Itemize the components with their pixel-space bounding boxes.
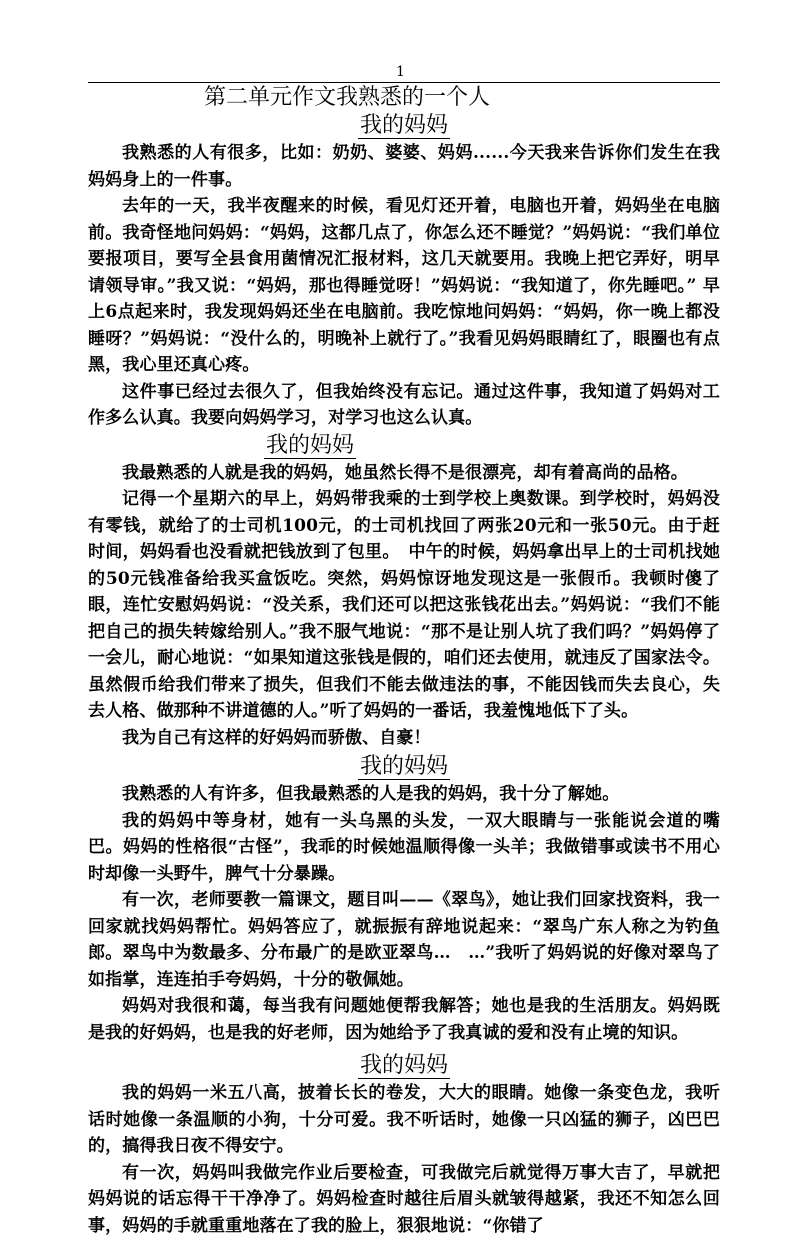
header-rule bbox=[88, 82, 720, 83]
essay-paragraph: 我的妈妈一米五八高，披着长长的卷发，大大的眼睛。她像一条变色龙，我听话时她像一条温顺的小狗，十分可爱。我不听话时，她像一只凶猛的狮子，凶巴巴的，搞得我日夜不得安宁。 bbox=[88, 1080, 720, 1160]
essay-title bbox=[88, 432, 720, 460]
essay-paragraph: 我的妈妈中等身材，她有一头乌黑的头发，一双大眼睛与一张能说会道的嘴巴。妈妈的性格很“古怪”，我乖的时候她温顺得像一头羊；我做错事或读书不用心时却像一头野牛，脾气十分暴躁。 bbox=[88, 808, 720, 888]
essay-title-text: 我的妈妈 bbox=[264, 433, 356, 459]
essay-paragraph: 我为自己有这样的好妈妈而骄傲、自豪！ bbox=[88, 725, 720, 752]
document-title: 第二单元作文我熟悉的一个人 bbox=[88, 84, 720, 112]
essay-title bbox=[88, 112, 720, 140]
essay-paragraph: 我熟悉的人有很多，比如：奶奶、婆婆、妈妈......今天我来告诉你们发生在我妈妈身上的一件事。 bbox=[88, 140, 720, 193]
essay-title-text: 我的妈妈 bbox=[358, 113, 450, 139]
essay-paragraph: 去年的一天，我半夜醒来的时候，看见灯还开着，电脑也开着，妈妈坐在电脑前。我奇怪地问妈妈：“妈妈，这都几点了，你怎么还不睡觉？”妈妈说：“我们单位要报项目，要写全县食用菌情况汇报材料，这几天就要用。我晚上把它弄好，明早请领导审。”我又说：“妈妈，那也得睡觉呀！”妈妈说：“我知道了，你先睡吧。” 早上6点起来时，我发现妈妈还坐在电脑前。我吃惊地问妈妈：“妈妈，你一晚上都没睡呀？”妈妈说：“没什么的，明晚补上就行了。”我看见妈妈眼睛红了，眼圈也有点黑，我心里还真心疼。 bbox=[88, 193, 720, 379]
page-number: 1 bbox=[396, 64, 405, 80]
essay-2 bbox=[88, 432, 720, 752]
essay-4 bbox=[88, 1046, 720, 1239]
essay-paragraph: 我最熟悉的人就是我的妈妈，她虽然长得不是很漂亮，却有着高尚的品格。 bbox=[88, 460, 720, 487]
essay-paragraph: 记得一个星期六的早上，妈妈带我乘的士到学校上奥数课。到学校时，妈妈没有零钱，就给了的士司机100元，的士司机找回了两张20元和一张50元。由于赶时间，妈妈看也没看就把钱放到了包里。 中午的时候，妈妈拿出早上的士司机找她的50元钱准备给我买盒饭吃。突然，妈妈惊讶地发现这是一张假币。我顿时傻了眼，连忙安慰妈妈说：“没关系，我们还可以把这张钱花出去。”妈妈说：“我们不能把自己的损失转嫁给别人。”我不服气地说：“那不是让别人坑了我们吗？”妈妈停了一会儿，耐心地说：“如果知道这张钱是假的，咱们还去使用，就违反了国家法令。虽然假币给我们带来了损失，但我们不能去做违法的事，不能因钱而失去良心，失去人格、做那种不讲道德的人。”听了妈妈的一番话，我羞愧地低下了头。 bbox=[88, 486, 720, 725]
essay-title bbox=[88, 751, 720, 781]
essay-paragraph: 有一次，老师要教一篇课文，题目叫——《翠鸟》，她让我们回家找资料，我一回家就找妈妈帮忙。妈妈答应了，就振振有辞地说起来：“翠鸟广东人称之为钓鱼郎。翠鸟中为数最多、分布最广的是欧亚翠鸟… …”我听了妈妈说的好像对翠鸟了如指掌，连连拍手夸妈妈，十分的敬佩她。 bbox=[88, 887, 720, 993]
essay-3 bbox=[88, 751, 720, 1046]
essay-title-text: 我的妈妈 bbox=[358, 754, 450, 780]
essay-title-text: 我的妈妈 bbox=[358, 1053, 450, 1079]
essay-paragraph: 我熟悉的人有许多，但我最熟悉的人是我的妈妈，我十分了解她。 bbox=[88, 781, 720, 808]
document-body bbox=[88, 84, 720, 1239]
essay-1 bbox=[88, 112, 720, 432]
essay-paragraph: 这件事已经过去很久了，但我始终没有忘记。通过这件事，我知道了妈妈对工作多么认真。我要向妈妈学习，对学习也这么认真。 bbox=[88, 379, 720, 432]
essay-paragraph: 妈妈对我很和蔼，每当我有问题她便帮我解答；她也是我的生活朋友。妈妈既是我的好妈妈，也是我的好老师，因为她给予了我真诚的爱和没有止境的知识。 bbox=[88, 993, 720, 1046]
essay-title bbox=[88, 1046, 720, 1080]
essay-paragraph: 有一次，妈妈叫我做完作业后要检查，可我做完后就觉得万事大吉了，早就把妈妈说的话忘得干干净净了。妈妈检查时越往后眉头就皱得越紧，我还不知怎么回事，妈妈的手就重重地落在了我的脸上，狠狠地说：“你错了 bbox=[88, 1160, 720, 1239]
